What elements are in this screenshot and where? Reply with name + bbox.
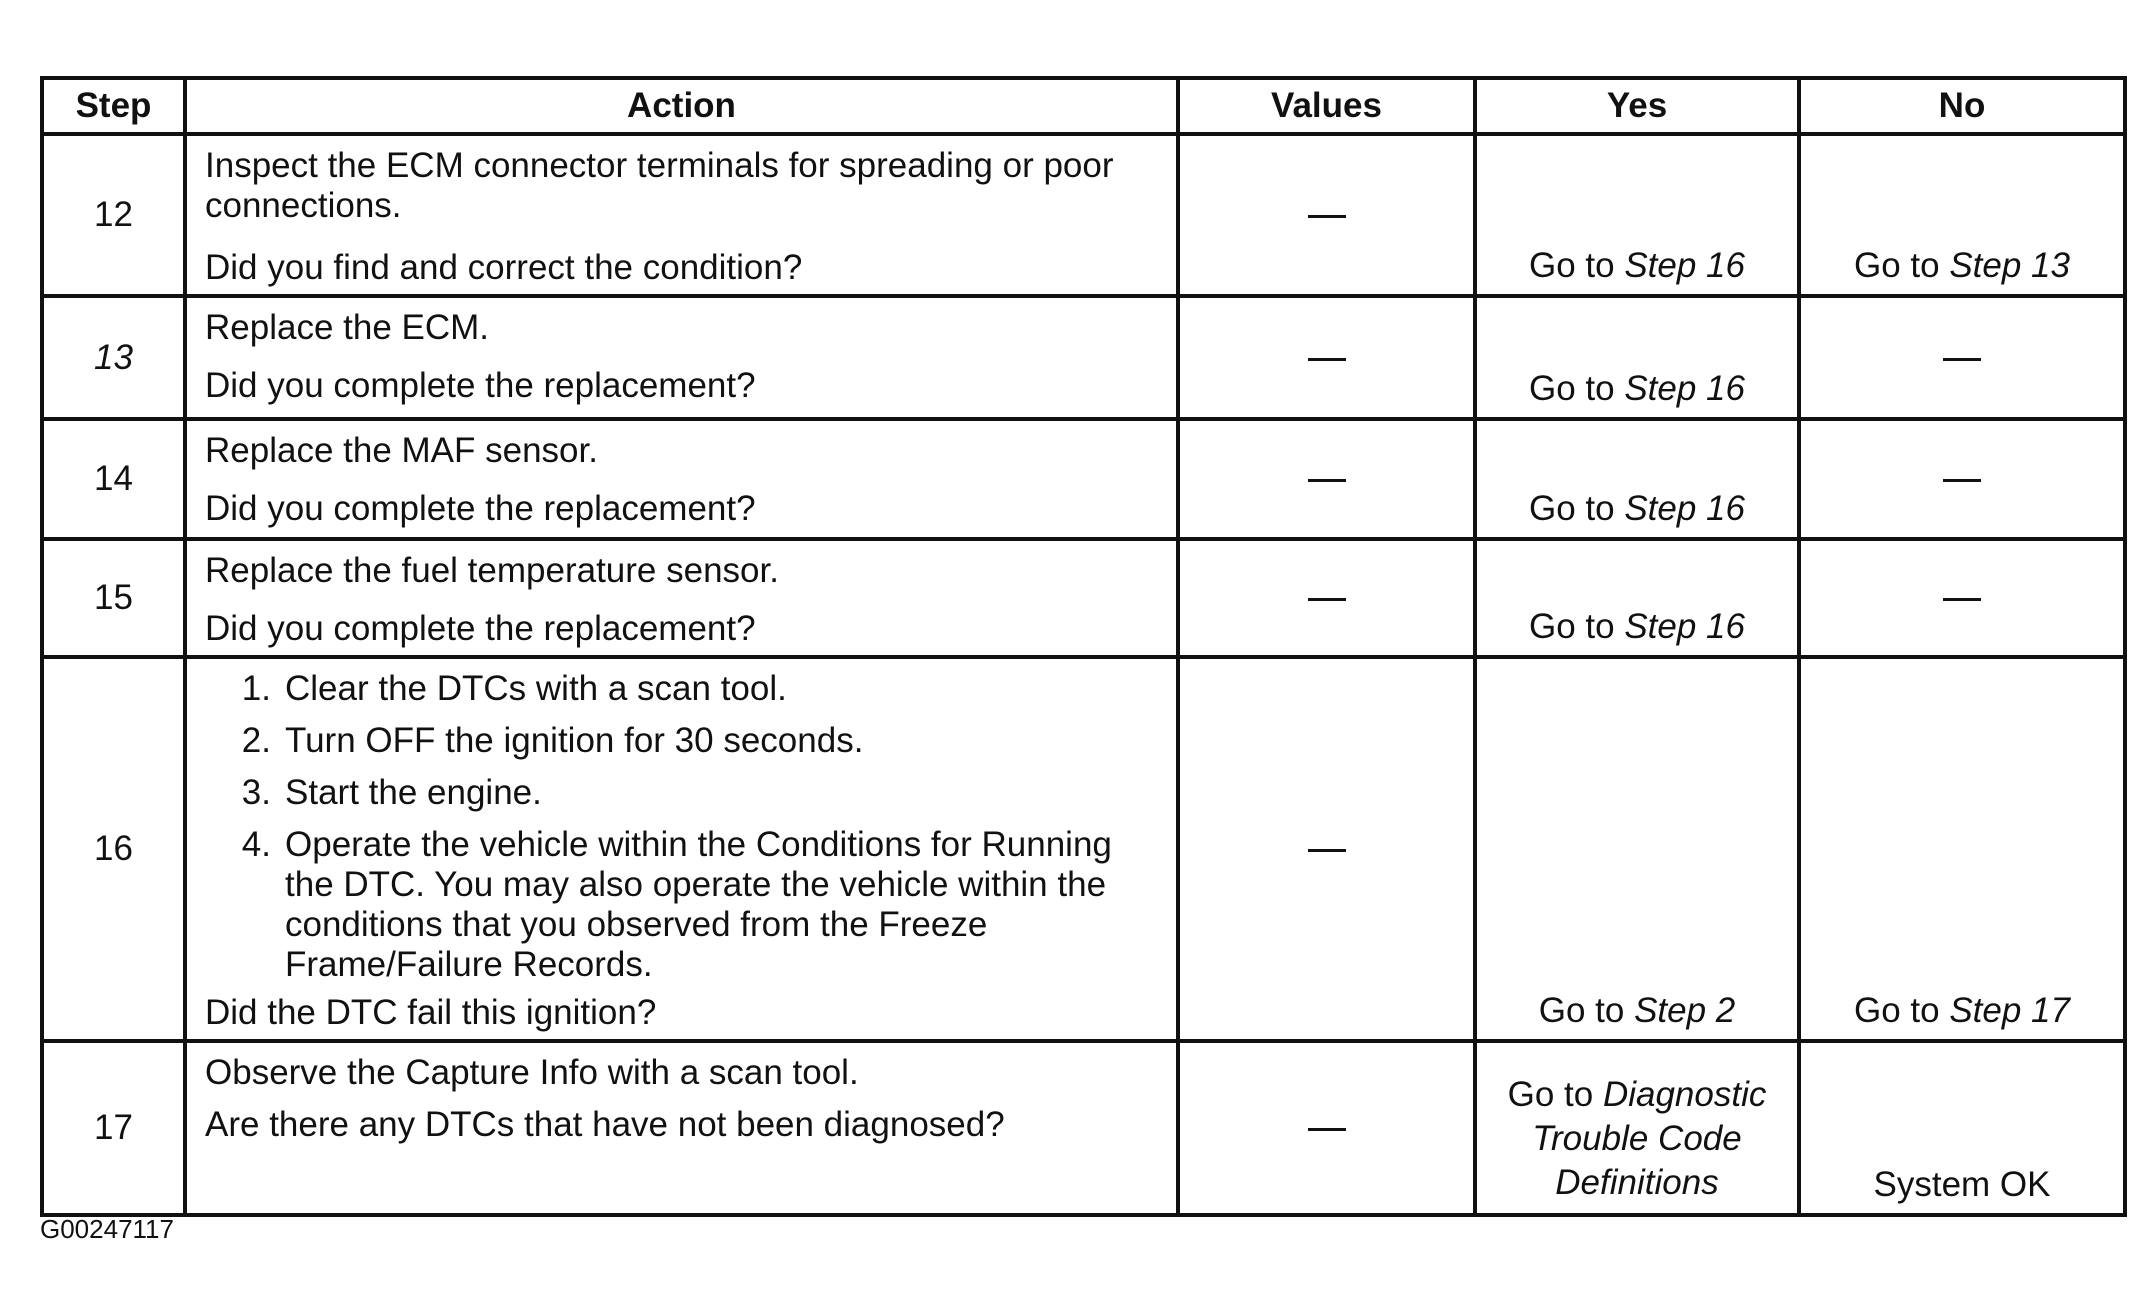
action-text: Replace the fuel temperature sensor. (205, 551, 779, 590)
action-step-list (205, 669, 1158, 985)
action-text: Replace the MAF sensor. (205, 431, 598, 470)
step-number: 16 (42, 657, 185, 1041)
no-cell (1799, 419, 2125, 539)
yes-step-link[interactable]: Step 16 (1624, 246, 1745, 285)
action-question: Did the DTC fail this ignition? (205, 993, 657, 1032)
yes-step-link[interactable]: Step 16 (1624, 607, 1745, 646)
action-cell (185, 419, 1178, 539)
no-cell (1799, 134, 2125, 296)
action-cell (185, 134, 1178, 296)
action-text: Inspect the ECM connector terminals for spreading or poor (205, 146, 1114, 185)
step-number: 14 (42, 419, 185, 539)
table-row (42, 539, 2125, 657)
yes-cell (1475, 539, 1799, 657)
no-prefix: Go to (1854, 991, 1950, 1030)
table-row (42, 296, 2125, 419)
list-item (205, 773, 1158, 813)
no-step-link[interactable]: Step 17 (1949, 991, 2070, 1030)
action-text: Observe the Capture Info with a scan tool. (205, 1053, 859, 1092)
action-question: Did you find and correct the condition? (205, 248, 803, 287)
yes-prefix: Go to (1529, 246, 1625, 285)
step-number: 13 (42, 296, 185, 419)
action-question: Did you complete the replacement? (205, 489, 756, 528)
yes-step-link[interactable]: Step 16 (1624, 369, 1745, 408)
yes-step-link[interactable]: Step 2 (1634, 991, 1736, 1030)
no-dash (1943, 479, 1981, 482)
yes-cell (1475, 657, 1799, 1041)
list-item-text: Turn OFF the ignition for 30 seconds. (285, 721, 864, 760)
no-cell (1799, 296, 2125, 419)
list-item-number: 1. (241, 669, 271, 708)
action-cell (185, 657, 1178, 1041)
no-dash (1943, 598, 1981, 601)
list-item-number: 3. (241, 773, 271, 812)
action-question: Are there any DTCs that have not been diagnosed? (205, 1105, 1005, 1144)
diagnostic-table (40, 76, 2127, 1217)
header-step: Step (42, 78, 185, 134)
step-number: 15 (42, 539, 185, 657)
no-cell (1799, 1041, 2125, 1215)
values-dash (1308, 1128, 1346, 1131)
action-question: Did you complete the replacement? (205, 609, 756, 648)
values-cell (1178, 539, 1475, 657)
values-dash (1308, 358, 1346, 361)
no-dash (1943, 358, 1981, 361)
values-dash (1308, 849, 1346, 852)
no-cell (1799, 657, 2125, 1041)
list-item-text: Clear the DTCs with a scan tool. (285, 669, 787, 708)
header-no: No (1799, 78, 2125, 134)
header-action: Action (185, 78, 1178, 134)
yes-prefix: Go to (1529, 607, 1625, 646)
table-row (42, 134, 2125, 296)
yes-prefix: Go to (1529, 369, 1625, 408)
list-item-number: 2. (241, 721, 271, 760)
table-row (42, 419, 2125, 539)
values-cell (1178, 657, 1475, 1041)
yes-cell (1475, 419, 1799, 539)
values-cell (1178, 296, 1475, 419)
figure-id: G00247117 (40, 1214, 174, 1244)
yes-cell (1475, 296, 1799, 419)
action-text: Replace the ECM. (205, 308, 490, 347)
yes-prefix: Go to (1529, 489, 1625, 528)
step-number: 12 (42, 134, 185, 296)
action-cell (185, 296, 1178, 419)
yes-definitions-link[interactable]: Diagnostic Trouble Code Definitions (1532, 1075, 1767, 1202)
header-values: Values (1178, 78, 1475, 134)
yes-cell (1475, 134, 1799, 296)
list-item-number: 4. (241, 825, 271, 864)
list-item-text: Start the engine. (285, 773, 542, 812)
table-row (42, 1041, 2125, 1215)
header-yes: Yes (1475, 78, 1799, 134)
values-cell (1178, 1041, 1475, 1215)
list-item (205, 721, 1158, 761)
yes-prefix: Go to (1507, 1075, 1603, 1114)
action-text: connections. (205, 186, 402, 225)
table-row (42, 657, 2125, 1041)
list-item (205, 669, 1158, 709)
yes-step-link[interactable]: Step 16 (1624, 489, 1745, 528)
no-step-link[interactable]: Step 13 (1949, 246, 2070, 285)
list-item (205, 825, 1158, 985)
no-prefix: Go to (1854, 246, 1950, 285)
action-question: Did you complete the replacement? (205, 366, 756, 405)
list-item-text: Operate the vehicle within the Conditions for Running the DTC. You may also operate the vehicle within the conditions that you observed from the Freeze Frame/Failure Records. (285, 825, 1112, 984)
values-dash (1308, 215, 1346, 218)
step-number: 17 (42, 1041, 185, 1215)
values-dash (1308, 479, 1346, 482)
values-dash (1308, 598, 1346, 601)
no-cell (1799, 539, 2125, 657)
table-header-row (42, 78, 2125, 134)
values-cell (1178, 419, 1475, 539)
yes-cell (1475, 1041, 1799, 1215)
action-cell (185, 539, 1178, 657)
yes-prefix: Go to (1538, 991, 1635, 1030)
no-result: System OK (1873, 1165, 2051, 1204)
action-cell (185, 1041, 1178, 1215)
values-cell (1178, 134, 1475, 296)
